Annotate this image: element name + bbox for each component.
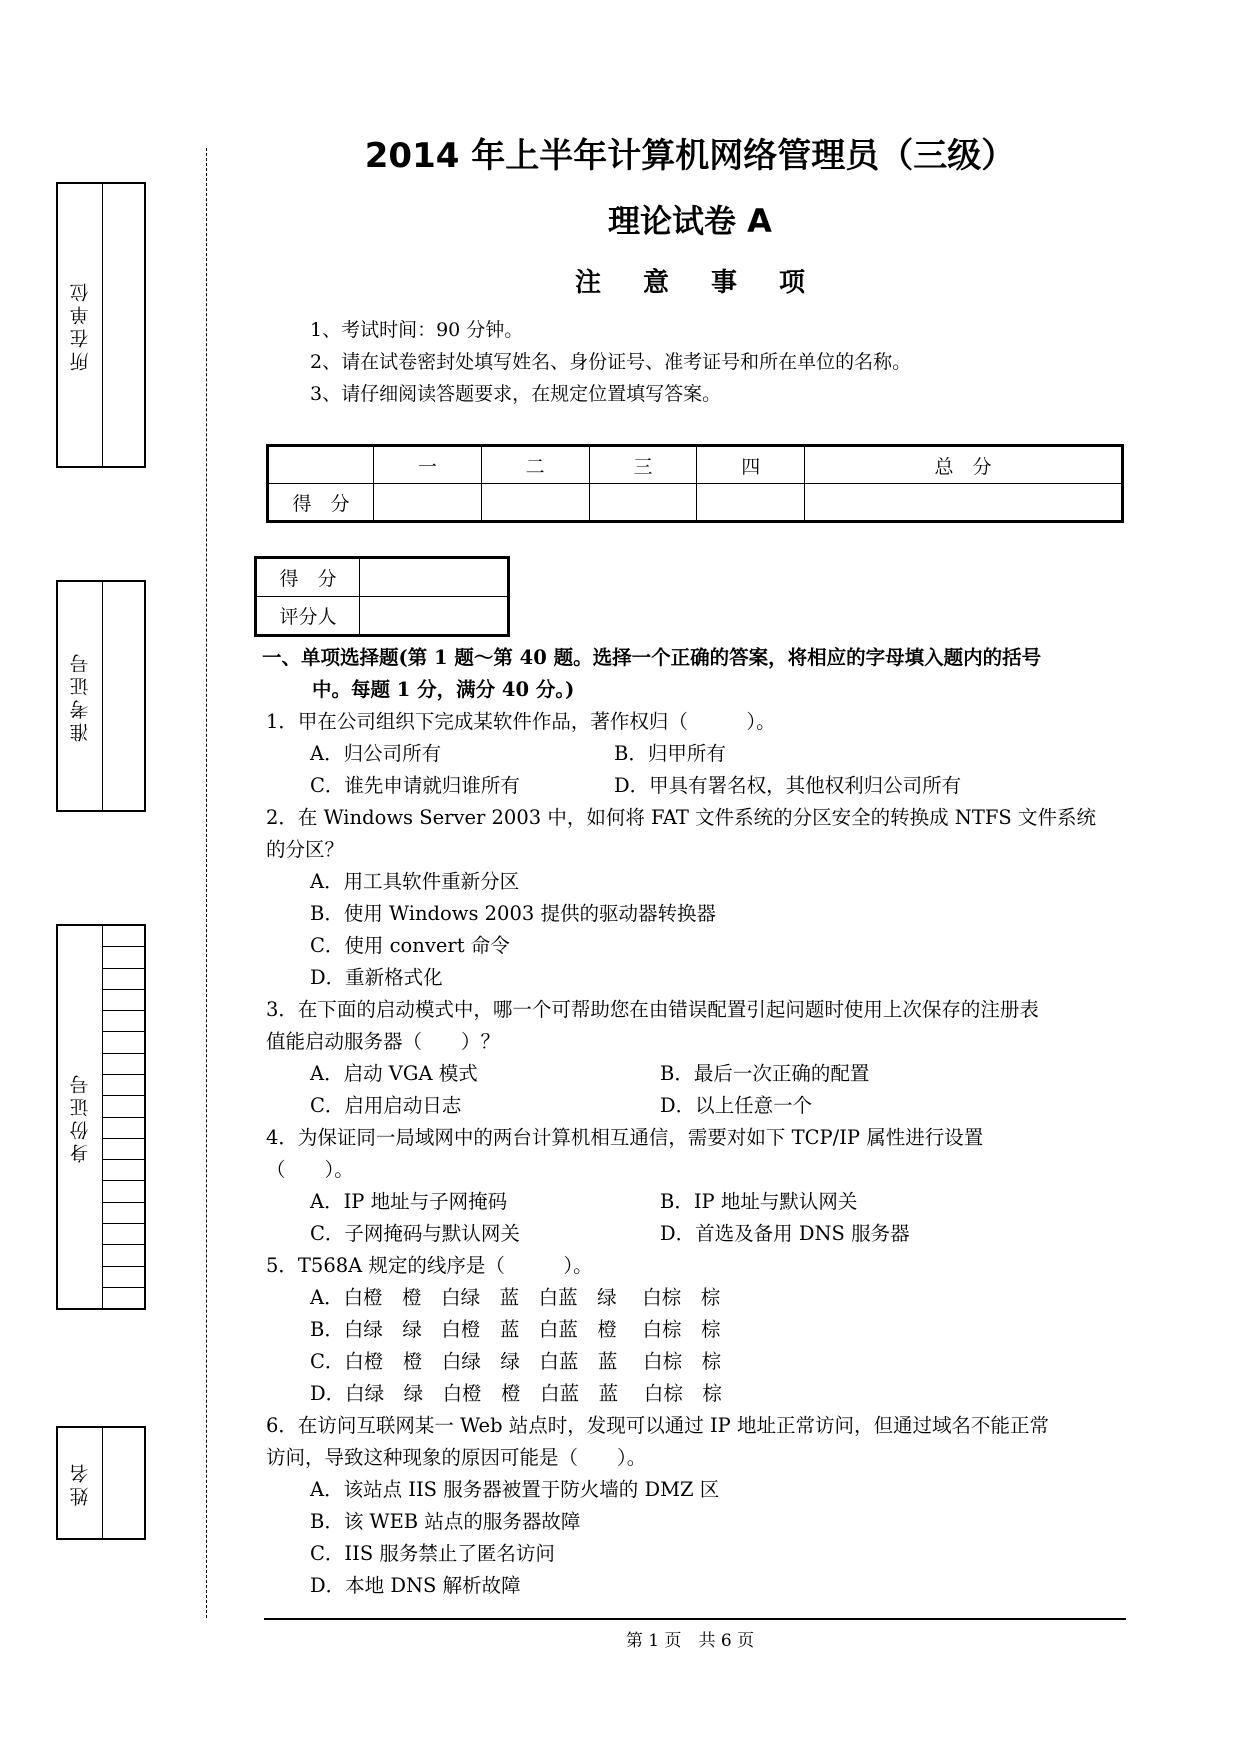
score-row-label: 得 分 <box>268 484 374 522</box>
question-6-stem: 6．在访问互联网某一 Web 站点时，发现可以通过 IP 地址正常访问，但通过域名不能正常 <box>266 1414 1049 1437</box>
question-4-option-d[interactable]: D．首选及备用 DNS 服务器 <box>660 1222 910 1245</box>
score-header-3: 三 <box>589 446 697 484</box>
question-6-option-b[interactable]: B．该 WEB 站点的服务器故障 <box>310 1510 581 1533</box>
question-2-option-b[interactable]: B．使用 Windows 2003 提供的驱动器转换器 <box>310 902 716 925</box>
question-1-option-c[interactable]: C．谁先申请就归谁所有 <box>310 774 520 797</box>
notice-item: 1、考试时间：90 分钟。 <box>310 319 524 341</box>
name-field[interactable] <box>102 1428 103 1538</box>
question-2-option-a[interactable]: A．用工具软件重新分区 <box>310 870 520 893</box>
question-4-stem: 4．为保证同一局域网中的两台计算机相互通信，需要对如下 TCP/IP 属性进行设置 <box>266 1126 984 1149</box>
question-4-option-a[interactable]: A．IP 地址与子网掩码 <box>310 1190 508 1213</box>
id-no-box <box>56 924 146 1310</box>
seal-cut-line <box>206 148 207 1618</box>
id-no-grid[interactable] <box>102 926 144 1308</box>
grader-table <box>254 556 510 637</box>
grader-name-label: 评分人 <box>256 597 360 636</box>
score-cell[interactable] <box>805 484 1123 522</box>
unit-label: 所在单位 <box>69 279 92 371</box>
name-label: 姓名 <box>69 1460 92 1506</box>
question-3-option-b[interactable]: B．最后一次正确的配置 <box>660 1062 870 1085</box>
score-header-1: 一 <box>374 446 482 484</box>
score-header-4: 四 <box>697 446 805 484</box>
score-cell[interactable] <box>589 484 697 522</box>
section-heading: 一、单项选择题(第 1 题～第 40 题。选择一个正确的答案，将相应的字母填入题内的括号 <box>262 646 1042 669</box>
question-5-option-d[interactable]: D．白绿 绿 白橙 橙 白蓝 蓝 白棕 棕 <box>310 1382 722 1405</box>
score-header-total: 总 分 <box>805 446 1123 484</box>
grader-score-cell[interactable] <box>360 558 509 597</box>
notice-list <box>310 314 911 410</box>
notice-item: 3、请仔细阅读答题要求，在规定位置填写答案。 <box>310 383 722 405</box>
question-6-option-d[interactable]: D．本地 DNS 解析故障 <box>310 1574 521 1597</box>
notice-heading: 注意事项 <box>574 268 847 298</box>
question-6-option-a[interactable]: A．该站点 IIS 服务器被置于防火墙的 DMZ 区 <box>310 1478 720 1501</box>
exam-no-field[interactable] <box>102 582 103 810</box>
question-1-option-d[interactable]: D．甲具有署名权，其他权利归公司所有 <box>614 774 962 797</box>
question-5-option-c[interactable]: C．白橙 橙 白绿 绿 白蓝 蓝 白棕 棕 <box>310 1350 722 1373</box>
section-heading-cont: 中。每题 1 分，满分 40 分。) <box>312 678 575 701</box>
question-2-option-c[interactable]: C．使用 convert 命令 <box>310 934 510 957</box>
question-4-option-c[interactable]: C．子网掩码与默认网关 <box>310 1222 520 1245</box>
score-table <box>266 444 1124 523</box>
score-header-blank <box>268 446 374 484</box>
question-2-stem-cont: 的分区？ <box>266 838 345 861</box>
question-5-option-a[interactable]: A．白橙 橙 白绿 蓝 白蓝 绿 白棕 棕 <box>310 1286 721 1309</box>
question-1-option-a[interactable]: A．归公司所有 <box>310 742 442 765</box>
grader-name-cell[interactable] <box>360 597 509 636</box>
exam-no-label: 准考证号 <box>69 650 92 742</box>
question-3-stem: 3．在下面的启动模式中，哪一个可帮助您在由错误配置引起问题时使用上次保存的注册表 <box>266 998 1039 1021</box>
question-4-option-b[interactable]: B．IP 地址与默认网关 <box>660 1190 858 1213</box>
question-2-option-d[interactable]: D．重新格式化 <box>310 966 443 989</box>
question-6-stem-cont: 访问，导致这种现象的原因可能是（ ）。 <box>266 1446 647 1469</box>
unit-field[interactable] <box>102 184 103 466</box>
question-3-option-d[interactable]: D．以上任意一个 <box>660 1094 813 1117</box>
question-3-option-a[interactable]: A．启动 VGA 模式 <box>310 1062 478 1085</box>
question-5-stem: 5．T568A 规定的线序是（ ）。 <box>266 1254 593 1277</box>
score-cell[interactable] <box>374 484 482 522</box>
score-header-2: 二 <box>481 446 589 484</box>
id-no-label: 身份证号 <box>69 1071 92 1163</box>
question-1-option-b[interactable]: B．归甲所有 <box>614 742 726 765</box>
exam-no-box <box>56 580 146 812</box>
page-title: 2014 年上半年计算机网络管理员（三级） <box>364 136 1016 176</box>
question-4-stem-cont: （ ）。 <box>266 1158 354 1181</box>
question-5-option-b[interactable]: B．白绿 绿 白橙 蓝 白蓝 橙 白棕 棕 <box>310 1318 721 1341</box>
question-3-option-c[interactable]: C．启用启动日志 <box>310 1094 462 1117</box>
score-cell[interactable] <box>697 484 805 522</box>
page-number: 第 1 页 共 6 页 <box>625 1631 755 1651</box>
score-cell[interactable] <box>481 484 589 522</box>
name-box <box>56 1426 146 1540</box>
footer-divider <box>264 1618 1126 1620</box>
question-3-stem-cont: 值能启动服务器（ ）？ <box>266 1030 501 1053</box>
question-1-stem: 1．甲在公司组织下完成某软件作品，著作权归（ ）。 <box>266 710 776 733</box>
page-subtitle: 理论试卷 A <box>608 202 772 240</box>
question-6-option-c[interactable]: C．IIS 服务禁止了匿名访问 <box>310 1542 555 1565</box>
question-2-stem: 2．在 Windows Server 2003 中，如何将 FAT 文件系统的分区安全的转换成 NTFS 文件系统 <box>266 806 1096 829</box>
unit-box <box>56 182 146 468</box>
notice-item: 2、请在试卷密封处填写姓名、身份证号、准考证号和所在单位的名称。 <box>310 351 912 373</box>
grader-score-label: 得 分 <box>256 558 360 597</box>
